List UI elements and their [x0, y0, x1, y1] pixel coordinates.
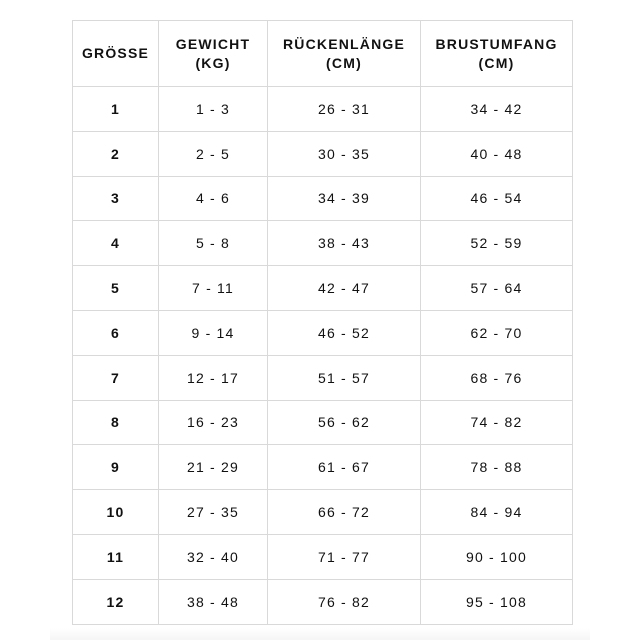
back-length-cell: 61 - 67 [268, 445, 421, 490]
size-cell: 8 [73, 400, 159, 445]
table-row [73, 221, 573, 266]
size-cell: 12 [73, 579, 159, 624]
header-size-label: GRÖSSE [81, 45, 150, 61]
header-weight [159, 21, 268, 87]
back-length-cell: 71 - 77 [268, 534, 421, 579]
chest-cell: 68 - 76 [421, 355, 573, 400]
size-cell: 4 [73, 221, 159, 266]
back-length-cell: 42 - 47 [268, 266, 421, 311]
weight-cell: 32 - 40 [159, 534, 268, 579]
table-row [73, 534, 573, 579]
size-cell: 7 [73, 355, 159, 400]
chest-cell: 57 - 64 [421, 266, 573, 311]
back-length-cell: 56 - 62 [268, 400, 421, 445]
weight-cell: 9 - 14 [159, 310, 268, 355]
back-length-cell: 34 - 39 [268, 176, 421, 221]
back-length-cell: 66 - 72 [268, 490, 421, 535]
bottom-shadow [50, 628, 590, 640]
header-back-length-label: RÜCKENLÄNGE [282, 35, 406, 52]
back-length-cell: 46 - 52 [268, 310, 421, 355]
table-row [73, 490, 573, 535]
header-row [73, 21, 573, 87]
weight-cell: 7 - 11 [159, 266, 268, 311]
table-row [73, 579, 573, 624]
chest-cell: 95 - 108 [421, 579, 573, 624]
back-length-cell: 30 - 35 [268, 131, 421, 176]
chest-cell: 34 - 42 [421, 87, 573, 132]
chest-cell: 46 - 54 [421, 176, 573, 221]
table-row [73, 310, 573, 355]
chest-cell: 74 - 82 [421, 400, 573, 445]
header-weight-unit: (KG) [195, 54, 231, 71]
weight-cell: 16 - 23 [159, 400, 268, 445]
table-row [73, 266, 573, 311]
size-cell: 5 [73, 266, 159, 311]
weight-cell: 21 - 29 [159, 445, 268, 490]
chest-cell: 84 - 94 [421, 490, 573, 535]
weight-cell: 2 - 5 [159, 131, 268, 176]
size-chart-table [72, 20, 573, 625]
weight-cell: 5 - 8 [159, 221, 268, 266]
header-chest-unit: (CM) [478, 54, 515, 71]
chest-cell: 52 - 59 [421, 221, 573, 266]
size-cell: 3 [73, 176, 159, 221]
chest-cell: 62 - 70 [421, 310, 573, 355]
table-row [73, 400, 573, 445]
header-size [73, 21, 159, 87]
weight-cell: 4 - 6 [159, 176, 268, 221]
weight-cell: 1 - 3 [159, 87, 268, 132]
table-row [73, 87, 573, 132]
back-length-cell: 26 - 31 [268, 87, 421, 132]
header-chest-label: BRUSTUMFANG [435, 35, 558, 52]
chest-cell: 90 - 100 [421, 534, 573, 579]
header-weight-label: GEWICHT [175, 35, 251, 52]
back-length-cell: 76 - 82 [268, 579, 421, 624]
table-row [73, 445, 573, 490]
size-cell: 10 [73, 490, 159, 535]
weight-cell: 12 - 17 [159, 355, 268, 400]
chest-cell: 78 - 88 [421, 445, 573, 490]
table-row [73, 176, 573, 221]
header-chest [421, 21, 573, 87]
table-row [73, 131, 573, 176]
size-chart-header [73, 21, 573, 87]
weight-cell: 38 - 48 [159, 579, 268, 624]
header-back-length-unit: (CM) [326, 54, 362, 71]
size-chart-body [73, 87, 573, 625]
size-cell: 2 [73, 131, 159, 176]
size-cell: 6 [73, 310, 159, 355]
weight-cell: 27 - 35 [159, 490, 268, 535]
back-length-cell: 38 - 43 [268, 221, 421, 266]
header-back-length [268, 21, 421, 87]
size-cell: 11 [73, 534, 159, 579]
table-row [73, 355, 573, 400]
size-cell: 9 [73, 445, 159, 490]
chest-cell: 40 - 48 [421, 131, 573, 176]
back-length-cell: 51 - 57 [268, 355, 421, 400]
size-cell: 1 [73, 87, 159, 132]
